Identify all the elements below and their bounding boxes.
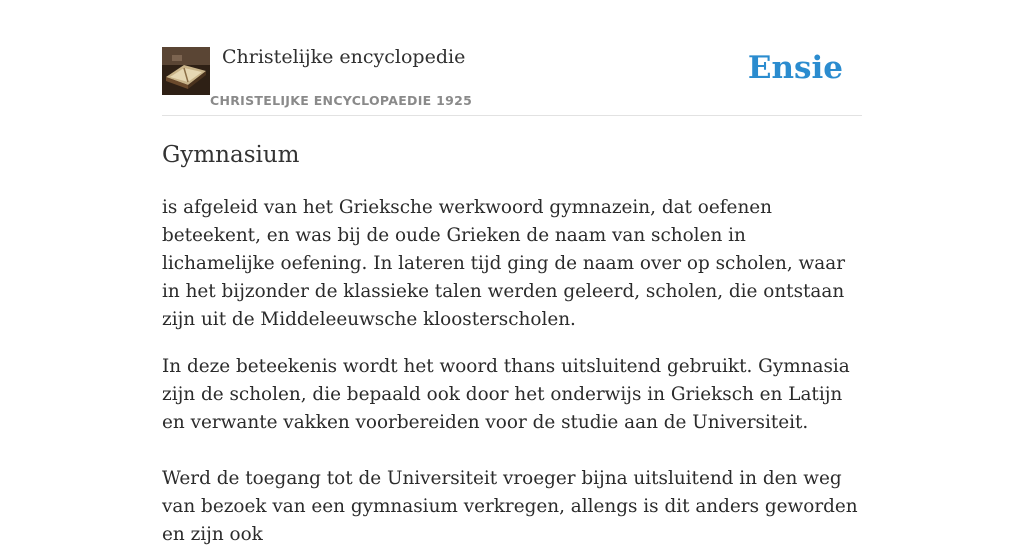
article-paragraph: In deze beteekenis wordt het woord thans uitsluitend gebruikt. Gymnasia zijn de scholen, die bepaald ook door het onderwijs in Grieksch en Latijn en verwante vakken voorbereiden voor de studie aan de Universiteit. (162, 356, 850, 433)
avatar[interactable] (162, 47, 210, 95)
encyclopedia-subtitle[interactable]: CHRISTELIJKE ENCYCLOPAEDIE 1925 (210, 93, 473, 108)
article-title: Gymnasium (162, 142, 300, 168)
ensie-logo[interactable]: Ensie (747, 50, 843, 86)
site-title[interactable]: Christelijke encyclopedie (222, 46, 466, 68)
page-container (162, 0, 862, 549)
book-photo-icon (162, 47, 210, 95)
article-paragraph: is afgeleid van het Grieksche werkwoord gymnazein, dat oefenen beteekent, en was bij de oude Grieken de naam van scholen in lichamelijke oefening. In lateren tijd ging de naam over op scholen, waar in het bijzonder de klassieke talen werden geleerd, scholen, die ontstaan zijn uit de Middeleeuwsche kloosterscholen. (162, 197, 846, 330)
site-header (162, 0, 862, 116)
article-paragraph: Werd de toegang tot de Universiteit vroeger bijna uitsluitend in den weg van bezoek van een gymnasium verkregen, allengs is dit anders geworden en zijn ook (162, 468, 858, 545)
